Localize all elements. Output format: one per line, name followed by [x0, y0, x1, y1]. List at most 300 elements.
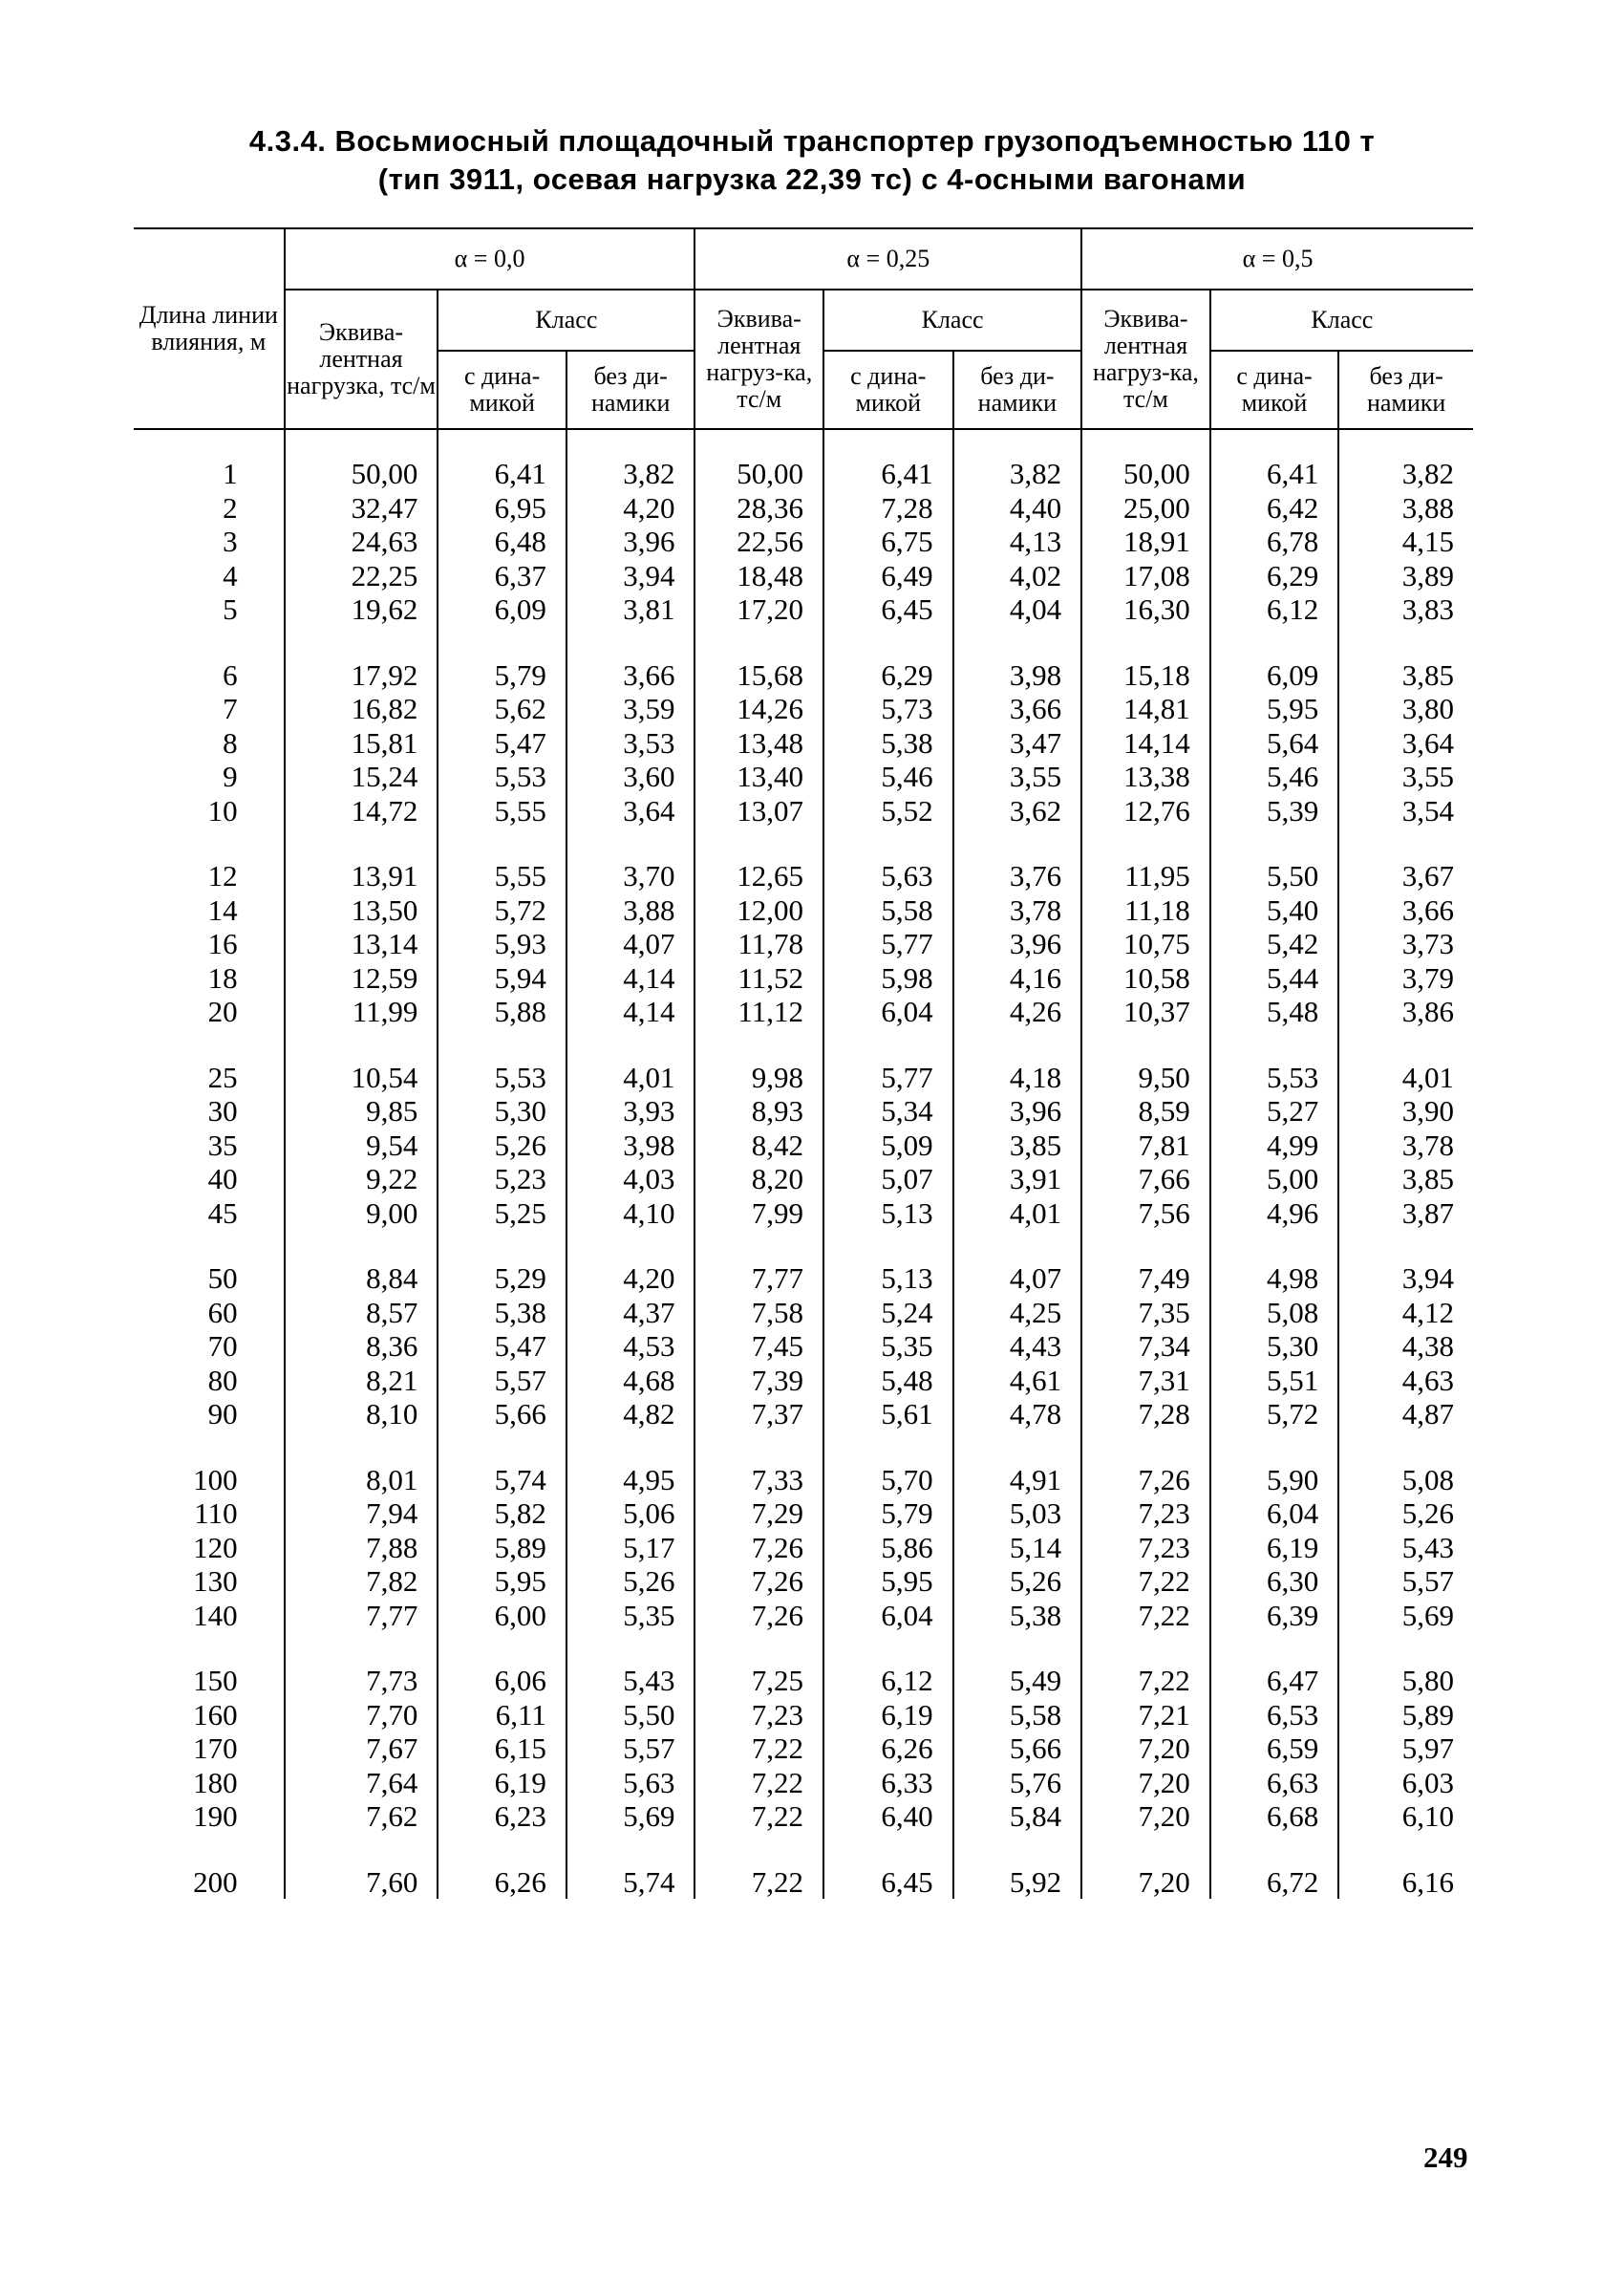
value-cell: 4,95	[566, 1431, 695, 1497]
value-cell: 9,50	[1081, 1029, 1210, 1095]
value-cell: 3,66	[1338, 893, 1473, 928]
value-cell: 4,25	[953, 1296, 1082, 1330]
table-row	[134, 1129, 1473, 1163]
value-cell: 5,00	[1210, 1162, 1339, 1196]
value-cell: 4,99	[1210, 1129, 1339, 1163]
value-cell: 10,37	[1081, 995, 1210, 1029]
value-cell: 7,88	[285, 1531, 438, 1565]
value-cell: 6,23	[438, 1799, 566, 1834]
value-cell: 3,82	[566, 457, 695, 491]
value-cell: 14,14	[1081, 726, 1210, 761]
value-cell: 4,13	[953, 525, 1082, 559]
value-cell: 6,15	[438, 1732, 566, 1766]
table-row	[134, 1496, 1473, 1531]
value-cell: 4,16	[953, 961, 1082, 996]
value-cell: 5,57	[1338, 1564, 1473, 1599]
length-cell: 20	[207, 995, 238, 1028]
value-cell: 8,42	[694, 1129, 823, 1163]
value-cell: 5,57	[566, 1732, 695, 1766]
length-cell: 7	[223, 692, 238, 725]
value-cell: 5,38	[823, 726, 953, 761]
value-cell: 5,14	[953, 1531, 1082, 1565]
value-cell: 3,94	[566, 559, 695, 593]
value-cell: 7,28	[823, 491, 953, 526]
value-cell: 3,47	[953, 726, 1082, 761]
value-cell: 3,82	[953, 457, 1082, 491]
value-cell: 5,48	[823, 1364, 953, 1398]
length-cell: 5	[223, 592, 238, 626]
value-cell: 4,82	[566, 1397, 695, 1431]
table-row	[134, 525, 1473, 559]
value-cell: 6,12	[823, 1632, 953, 1698]
value-cell: 5,69	[1338, 1599, 1473, 1633]
value-cell: 5,66	[438, 1397, 566, 1431]
value-cell: 12,65	[694, 828, 823, 893]
value-cell: 32,47	[285, 491, 438, 526]
value-cell: 5,49	[953, 1632, 1082, 1698]
length-cell: 25	[207, 1060, 238, 1094]
value-cell: 3,98	[953, 627, 1082, 693]
value-cell: 4,26	[953, 995, 1082, 1029]
value-cell: 5,42	[1210, 927, 1339, 961]
length-cell: 100	[193, 1462, 238, 1496]
value-cell: 3,66	[566, 627, 695, 693]
length-cell: 140	[193, 1598, 238, 1632]
value-cell: 5,72	[1210, 1397, 1339, 1431]
value-cell: 5,61	[823, 1397, 953, 1431]
table-row	[134, 1698, 1473, 1732]
value-cell: 6,09	[1210, 627, 1339, 693]
value-cell: 5,58	[823, 893, 953, 928]
length-cell: 170	[193, 1732, 238, 1765]
equiv-load-header-a5: Эквива-лентная нагруз-ка, тс/м	[1081, 290, 1210, 429]
length-cell: 6	[223, 657, 238, 692]
value-cell: 5,82	[438, 1496, 566, 1531]
length-cell: 150	[193, 1664, 238, 1697]
value-cell: 4,04	[953, 592, 1082, 627]
value-cell: 11,12	[694, 995, 823, 1029]
value-cell: 6,04	[823, 1599, 953, 1633]
value-cell: 5,44	[1210, 961, 1339, 996]
value-cell: 5,84	[953, 1799, 1082, 1834]
value-cell: 3,64	[566, 794, 695, 828]
table-title	[134, 122, 1490, 199]
table-row	[134, 760, 1473, 794]
length-cell: 190	[193, 1799, 238, 1833]
value-cell: 13,91	[285, 828, 438, 893]
table-row	[134, 1431, 1473, 1497]
value-cell: 7,22	[1081, 1599, 1210, 1633]
value-cell: 4,37	[566, 1296, 695, 1330]
value-cell: 7,77	[694, 1230, 823, 1296]
length-cell: 9	[223, 760, 238, 793]
value-cell: 8,36	[285, 1329, 438, 1364]
value-cell: 7,34	[1081, 1329, 1210, 1364]
table-row	[134, 1230, 1473, 1296]
value-cell: 5,77	[823, 1029, 953, 1095]
value-cell: 5,62	[438, 692, 566, 726]
value-cell: 5,69	[566, 1799, 695, 1834]
value-cell: 5,46	[1210, 760, 1339, 794]
table-row	[134, 794, 1473, 828]
value-cell: 4,03	[566, 1162, 695, 1196]
value-cell: 5,88	[438, 995, 566, 1029]
value-cell: 7,67	[285, 1732, 438, 1766]
value-cell: 3,91	[953, 1162, 1082, 1196]
value-cell: 4,12	[1338, 1296, 1473, 1330]
length-header: Длина линии влияния, м	[134, 228, 285, 429]
value-cell: 7,22	[694, 1766, 823, 1800]
value-cell: 5,79	[438, 627, 566, 693]
length-cell: 8	[223, 725, 238, 760]
value-cell: 16,30	[1081, 592, 1210, 627]
value-cell: 5,98	[823, 961, 953, 996]
value-cell: 6,29	[823, 627, 953, 693]
length-cell: 16	[207, 927, 238, 960]
value-cell: 5,93	[438, 927, 566, 961]
value-cell: 12,76	[1081, 794, 1210, 828]
table-row	[134, 457, 1473, 491]
value-cell: 7,26	[694, 1531, 823, 1565]
table-row	[134, 726, 1473, 761]
value-cell: 15,68	[694, 627, 823, 693]
value-cell: 6,04	[823, 995, 953, 1029]
value-cell: 9,85	[285, 1094, 438, 1129]
value-cell: 3,85	[1338, 627, 1473, 693]
value-cell: 3,86	[1338, 995, 1473, 1029]
value-cell: 18,48	[694, 559, 823, 593]
value-cell: 13,38	[1081, 760, 1210, 794]
table-row	[134, 1531, 1473, 1565]
value-cell: 3,73	[1338, 927, 1473, 961]
value-cell: 7,62	[285, 1799, 438, 1834]
value-cell: 7,73	[285, 1632, 438, 1698]
value-cell: 7,39	[694, 1364, 823, 1398]
value-cell: 6,68	[1210, 1799, 1339, 1834]
value-cell: 7,22	[694, 1834, 823, 1900]
value-cell: 3,82	[1338, 457, 1473, 491]
value-cell: 6,09	[438, 592, 566, 627]
title-line-1: 4.3.4. Восьмиосный площадочный транспортер грузоподъемностью 110 т	[248, 124, 1376, 158]
table-body	[134, 429, 1473, 1899]
value-cell: 9,98	[694, 1029, 823, 1095]
value-cell: 5,50	[566, 1698, 695, 1732]
value-cell: 5,89	[1338, 1698, 1473, 1732]
value-cell: 6,63	[1210, 1766, 1339, 1800]
length-cell: 180	[193, 1765, 238, 1799]
value-cell: 7,22	[1081, 1632, 1210, 1698]
table-row	[134, 1599, 1473, 1633]
value-cell: 5,70	[823, 1431, 953, 1497]
value-cell: 4,38	[1338, 1329, 1473, 1364]
value-cell: 7,26	[694, 1599, 823, 1633]
value-cell: 6,10	[1338, 1799, 1473, 1834]
length-cell: 10	[207, 793, 238, 828]
value-cell: 5,53	[1210, 1029, 1339, 1095]
value-cell: 5,06	[566, 1496, 695, 1531]
value-cell: 4,07	[566, 927, 695, 961]
value-cell: 7,56	[1081, 1196, 1210, 1231]
value-cell: 7,77	[285, 1599, 438, 1633]
value-cell: 50,00	[1081, 457, 1210, 491]
value-cell: 4,14	[566, 961, 695, 996]
length-cell: 40	[207, 1162, 238, 1195]
value-cell: 3,83	[1338, 592, 1473, 627]
value-cell: 5,94	[438, 961, 566, 996]
value-cell: 3,60	[566, 760, 695, 794]
value-cell: 8,01	[285, 1431, 438, 1497]
value-cell: 3,98	[566, 1129, 695, 1163]
value-cell: 5,17	[566, 1531, 695, 1565]
value-cell: 6,12	[1210, 592, 1339, 627]
value-cell: 14,26	[694, 692, 823, 726]
value-cell: 7,58	[694, 1296, 823, 1330]
value-cell: 5,25	[438, 1196, 566, 1231]
value-cell: 5,30	[1210, 1329, 1339, 1364]
value-cell: 5,09	[823, 1129, 953, 1163]
value-cell: 15,24	[285, 760, 438, 794]
value-cell: 5,73	[823, 692, 953, 726]
value-cell: 5,79	[823, 1496, 953, 1531]
value-cell: 5,30	[438, 1094, 566, 1129]
value-cell: 6,11	[438, 1698, 566, 1732]
value-cell: 4,15	[1338, 525, 1473, 559]
table-row	[134, 1094, 1473, 1129]
value-cell: 22,56	[694, 525, 823, 559]
value-cell: 10,75	[1081, 927, 1210, 961]
length-cell: 30	[207, 1094, 238, 1128]
value-cell: 5,64	[1210, 726, 1339, 761]
value-cell: 19,62	[285, 592, 438, 627]
class-header-a5: Класс	[1210, 290, 1473, 351]
table-row	[134, 1296, 1473, 1330]
value-cell: 4,20	[566, 491, 695, 526]
value-cell: 7,26	[694, 1564, 823, 1599]
value-cell: 7,20	[1081, 1834, 1210, 1900]
value-cell: 5,35	[823, 1329, 953, 1364]
value-cell: 3,55	[953, 760, 1082, 794]
value-cell: 5,48	[1210, 995, 1339, 1029]
value-cell: 7,23	[1081, 1531, 1210, 1565]
value-cell: 4,96	[1210, 1196, 1339, 1231]
value-cell: 3,66	[953, 692, 1082, 726]
value-cell: 6,49	[823, 559, 953, 593]
value-cell: 7,81	[1081, 1129, 1210, 1163]
value-cell: 5,74	[566, 1834, 695, 1900]
value-cell: 5,95	[438, 1564, 566, 1599]
value-cell: 5,63	[566, 1766, 695, 1800]
value-cell: 6,19	[438, 1766, 566, 1800]
value-cell: 12,00	[694, 893, 823, 928]
value-cell: 11,95	[1081, 828, 1210, 893]
value-cell: 6,37	[438, 559, 566, 593]
value-cell: 6,41	[1210, 457, 1339, 491]
value-cell: 3,53	[566, 726, 695, 761]
length-cell: 200	[193, 1864, 238, 1899]
value-cell: 4,91	[953, 1431, 1082, 1497]
length-cell: 12	[207, 859, 238, 893]
value-cell: 6,39	[1210, 1599, 1339, 1633]
value-cell: 5,53	[438, 1029, 566, 1095]
length-cell: 1	[223, 457, 238, 490]
value-cell: 7,22	[694, 1799, 823, 1834]
value-cell: 3,89	[1338, 559, 1473, 593]
value-cell: 5,55	[438, 828, 566, 893]
value-cell: 17,20	[694, 592, 823, 627]
value-cell: 7,23	[694, 1698, 823, 1732]
alpha-0-header: α = 0,0	[285, 228, 695, 290]
value-cell: 5,35	[566, 1599, 695, 1633]
value-cell: 3,94	[1338, 1230, 1473, 1296]
value-cell: 7,82	[285, 1564, 438, 1599]
value-cell: 5,13	[823, 1196, 953, 1231]
value-cell: 4,40	[953, 491, 1082, 526]
value-cell: 6,16	[1338, 1834, 1473, 1900]
value-cell: 7,20	[1081, 1799, 1210, 1834]
length-cell: 2	[223, 490, 238, 525]
value-cell: 6,30	[1210, 1564, 1339, 1599]
table-row	[134, 559, 1473, 593]
value-cell: 3,80	[1338, 692, 1473, 726]
value-cell: 24,63	[285, 525, 438, 559]
value-cell: 7,49	[1081, 1230, 1210, 1296]
value-cell: 5,76	[953, 1766, 1082, 1800]
table-row	[134, 692, 1473, 726]
value-cell: 5,08	[1338, 1431, 1473, 1497]
value-cell: 5,95	[1210, 692, 1339, 726]
value-cell: 6,45	[823, 1834, 953, 1900]
value-cell: 6,03	[1338, 1766, 1473, 1800]
value-cell: 5,03	[953, 1496, 1082, 1531]
table-row	[134, 1029, 1473, 1095]
value-cell: 7,37	[694, 1397, 823, 1431]
table-row	[134, 1162, 1473, 1196]
table-row	[134, 1329, 1473, 1364]
value-cell: 6,04	[1210, 1496, 1339, 1531]
value-cell: 4,10	[566, 1196, 695, 1231]
value-cell: 12,59	[285, 961, 438, 996]
value-cell: 14,72	[285, 794, 438, 828]
value-cell: 5,43	[1338, 1531, 1473, 1565]
value-cell: 4,02	[953, 559, 1082, 593]
value-cell: 6,29	[1210, 559, 1339, 593]
value-cell: 7,20	[1081, 1766, 1210, 1800]
value-cell: 3,88	[566, 893, 695, 928]
value-cell: 6,06	[438, 1632, 566, 1698]
value-cell: 3,85	[953, 1129, 1082, 1163]
value-cell: 5,95	[823, 1564, 953, 1599]
length-cell: 35	[207, 1128, 238, 1162]
value-cell: 6,42	[1210, 491, 1339, 526]
with-dynamics-header-a25: с дина-микой	[823, 351, 953, 429]
value-cell: 11,78	[694, 927, 823, 961]
without-dynamics-header-a0: без ди-намики	[566, 351, 695, 429]
value-cell: 5,26	[438, 1129, 566, 1163]
value-cell: 5,07	[823, 1162, 953, 1196]
value-cell: 4,01	[953, 1196, 1082, 1231]
without-dynamics-header-a5: без ди-намики	[1338, 351, 1473, 429]
table-row	[134, 1632, 1473, 1698]
table-row	[134, 1834, 1473, 1900]
length-cell: 14	[207, 893, 238, 927]
value-cell: 5,26	[566, 1564, 695, 1599]
value-cell: 4,20	[566, 1230, 695, 1296]
length-cell: 50	[207, 1261, 238, 1295]
value-cell: 28,36	[694, 491, 823, 526]
class-header-a0: Класс	[438, 290, 694, 351]
equiv-load-header-a25: Эквива-лентная нагруз-ка, тс/м	[694, 290, 823, 429]
value-cell: 3,87	[1338, 1196, 1473, 1231]
value-cell: 5,72	[438, 893, 566, 928]
value-cell: 8,20	[694, 1162, 823, 1196]
value-cell: 8,57	[285, 1296, 438, 1330]
value-cell: 6,53	[1210, 1698, 1339, 1732]
value-cell: 5,47	[438, 1329, 566, 1364]
spacer-row	[134, 429, 1473, 457]
value-cell: 4,68	[566, 1364, 695, 1398]
value-cell: 6,72	[1210, 1834, 1339, 1900]
value-cell: 7,28	[1081, 1397, 1210, 1431]
value-cell: 25,00	[1081, 491, 1210, 526]
value-cell: 3,59	[566, 692, 695, 726]
value-cell: 18,91	[1081, 525, 1210, 559]
length-cell: 45	[207, 1195, 238, 1230]
with-dynamics-header-a5: с дина-микой	[1210, 351, 1339, 429]
value-cell: 5,51	[1210, 1364, 1339, 1398]
value-cell: 6,41	[438, 457, 566, 491]
value-cell: 3,64	[1338, 726, 1473, 761]
value-cell: 6,41	[823, 457, 953, 491]
value-cell: 5,27	[1210, 1094, 1339, 1129]
table-header	[134, 228, 1473, 429]
value-cell: 3,76	[953, 828, 1082, 893]
value-cell: 7,60	[285, 1834, 438, 1900]
value-cell: 5,86	[823, 1531, 953, 1565]
value-cell: 11,18	[1081, 893, 1210, 928]
value-cell: 5,53	[438, 760, 566, 794]
value-cell: 4,14	[566, 995, 695, 1029]
value-cell: 6,59	[1210, 1732, 1339, 1766]
title-line-2: (тип 3911, осевая нагрузка 22,39 тс) с 4-осными вагонами	[377, 162, 1247, 196]
value-cell: 6,47	[1210, 1632, 1339, 1698]
value-cell: 6,26	[438, 1834, 566, 1900]
value-cell: 5,97	[1338, 1732, 1473, 1766]
value-cell: 4,18	[953, 1029, 1082, 1095]
value-cell: 3,96	[953, 927, 1082, 961]
value-cell: 3,90	[1338, 1094, 1473, 1129]
value-cell: 5,47	[438, 726, 566, 761]
value-cell: 3,70	[566, 828, 695, 893]
value-cell: 4,01	[1338, 1029, 1473, 1095]
value-cell: 13,07	[694, 794, 823, 828]
value-cell: 7,26	[1081, 1431, 1210, 1497]
value-cell: 5,08	[1210, 1296, 1339, 1330]
value-cell: 7,35	[1081, 1296, 1210, 1330]
value-cell: 3,93	[566, 1094, 695, 1129]
value-cell: 4,43	[953, 1329, 1082, 1364]
alpha-025-header: α = 0,25	[694, 228, 1081, 290]
value-cell: 4,07	[953, 1230, 1082, 1296]
value-cell: 6,26	[823, 1732, 953, 1766]
value-cell: 6,78	[1210, 525, 1339, 559]
value-cell: 3,62	[953, 794, 1082, 828]
without-dynamics-header-a25: без ди-намики	[953, 351, 1082, 429]
value-cell: 7,31	[1081, 1364, 1210, 1398]
table-row	[134, 1196, 1473, 1231]
length-cell: 60	[207, 1295, 238, 1329]
value-cell: 5,92	[953, 1834, 1082, 1900]
value-cell: 3,79	[1338, 961, 1473, 996]
